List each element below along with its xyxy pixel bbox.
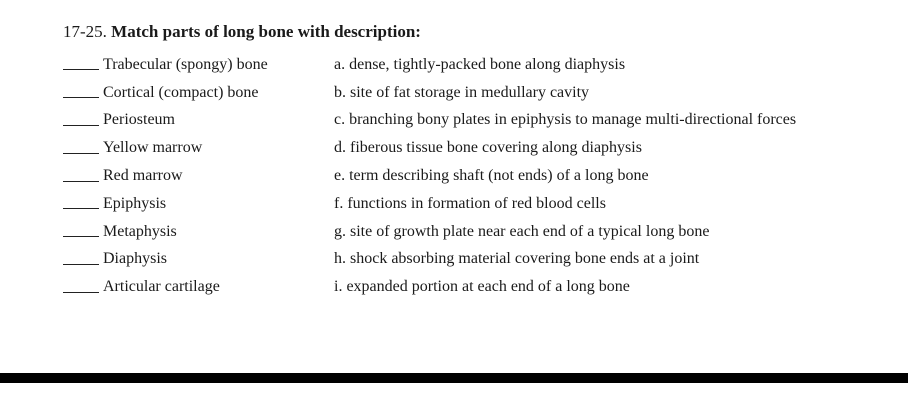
term-label: Articular cartilage <box>103 278 220 296</box>
term-row <box>63 218 333 246</box>
answer-blank[interactable] <box>63 83 99 98</box>
term-label: Cortical (compact) bone <box>103 83 259 101</box>
term-row <box>63 273 333 301</box>
answer-blank[interactable] <box>63 278 99 293</box>
description-item: f. functions in formation of red blood cells <box>334 194 606 212</box>
term-label: Epiphysis <box>103 194 167 212</box>
description-item: h. shock absorbing material covering bone ends at a joint <box>334 250 700 268</box>
question-number: 17-25. <box>63 22 107 41</box>
question-title: Match parts of long bone with description: <box>111 22 421 41</box>
question-heading <box>63 22 421 42</box>
answer-blank[interactable] <box>63 139 99 154</box>
term-label: Metaphysis <box>103 222 177 240</box>
term-row <box>63 51 333 79</box>
description-item: c. branching bony plates in epiphysis to manage multi-directional forces <box>334 111 797 129</box>
term-row <box>63 246 333 274</box>
description-item: g. site of growth plate near each end of a typical long bone <box>334 222 710 240</box>
term-label: Periosteum <box>103 111 175 129</box>
description-list <box>334 51 904 301</box>
term-row <box>63 79 333 107</box>
term-row <box>63 134 333 162</box>
answer-blank[interactable] <box>63 167 99 182</box>
answer-blank[interactable] <box>63 55 99 70</box>
description-item: i. expanded portion at each end of a long bone <box>334 278 630 296</box>
answer-blank[interactable] <box>63 222 99 237</box>
scan-edge-bar <box>0 373 908 383</box>
description-item: a. dense, tightly-packed bone along diaphysis <box>334 55 626 73</box>
term-label: Yellow marrow <box>103 139 203 157</box>
description-item: e. term describing shaft (not ends) of a long bone <box>334 167 649 185</box>
term-label: Red marrow <box>103 167 183 185</box>
term-row <box>63 107 333 135</box>
term-row <box>63 190 333 218</box>
answer-blank[interactable] <box>63 111 99 126</box>
term-label: Trabecular (spongy) bone <box>103 55 268 73</box>
answer-blank[interactable] <box>63 194 99 209</box>
answer-blank[interactable] <box>63 250 99 265</box>
description-item: b. site of fat storage in medullary cavity <box>334 83 590 101</box>
term-row <box>63 162 333 190</box>
description-item: d. fiberous tissue bone covering along diaphysis <box>334 139 642 157</box>
term-list <box>63 51 333 301</box>
term-label: Diaphysis <box>103 250 167 268</box>
